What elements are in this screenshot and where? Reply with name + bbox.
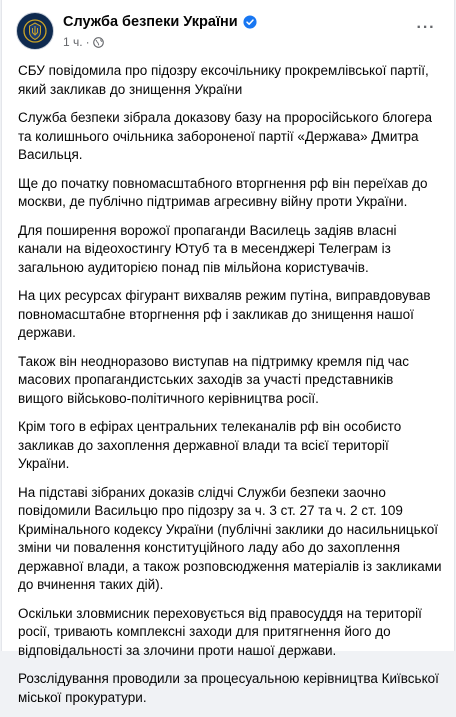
more-options-icon[interactable] xyxy=(412,18,440,38)
post-body xyxy=(18,62,442,717)
post-header xyxy=(2,0,454,62)
post-paragraph-4: Для поширення ворожої пропаганди Василець задіяв власні канали на відеохостингу Ютуб та в месенджері Телеграм із загальною аудиторією понад пів мільйона користувачів. xyxy=(18,222,397,275)
post-paragraph-7: Крім того в ефірах центральних телеканалів рф він особисто закликав до захоплення державної влади та всієї території України. xyxy=(18,419,402,471)
sbu-emblem-icon xyxy=(22,18,48,44)
post-paragraph-10: Розслідування проводили за процесуальною керівництва Київської міської прокуратури. xyxy=(18,671,439,705)
page-name-link[interactable] xyxy=(63,13,257,31)
post-meta xyxy=(63,34,104,50)
page-avatar[interactable] xyxy=(16,12,54,50)
meta-separator: · xyxy=(85,35,90,49)
author-name[interactable]: Служба безпеки України xyxy=(63,14,238,30)
post-paragraph-9: Оскільки зловмисник переховується від правосуддя на території росії, тривають комплексні заходи для притягнення його до відповідальності за злочини проти нашої держави. xyxy=(18,605,422,658)
post-card xyxy=(1,0,455,705)
more-options-label: ··· xyxy=(416,19,436,36)
post-paragraph-8: На підставі зібраних доказів слідчі Служби безпеки заочно повідомили Васильцю про підозру за ч. 3 ст. 27 та ч. 2 ст. 109 Кримінального кодексу України (публічні заклики до насильницької зміни чи повалення конституційного ладу або до захоплення державної влади, а також розповсюдження матеріалів із закликами до вчинення таких дій). xyxy=(18,484,442,592)
globe-icon[interactable] xyxy=(93,37,104,48)
verified-badge-icon xyxy=(243,15,257,29)
post-timestamp[interactable]: 1 ч. xyxy=(63,35,83,49)
post-paragraph-5: На цих ресурсах фігурант вихваляв режим путіна, виправдовував повномасштабне вторгнення рф і закликав до знищення нашої держави. xyxy=(18,288,431,340)
post-paragraph-6: Також він неодноразово виступав на підтримку кремля під час масових пропагандистських заходів за участі представників вищого військово-політичного керівництва росії. xyxy=(18,353,410,406)
post-paragraph-1: СБУ повідомила про підозру ексочільнику прокремлівської партії, який закликав до знищення України xyxy=(18,63,429,97)
post-paragraph-3: Ще до початку повномасштабного вторгнення рф він переїхав до москви, де публічно підтримав агресивну війну проти України. xyxy=(18,175,428,209)
post-paragraph-2: Служба безпеки зібрала доказову базу на проросійського блогера та колишнього очільника забороненої партії «Держава» Дмитра Васильця. xyxy=(18,110,433,162)
